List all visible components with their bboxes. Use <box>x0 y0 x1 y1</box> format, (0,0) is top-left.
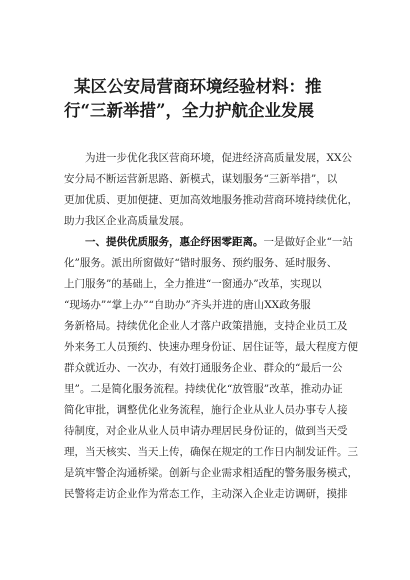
paragraph-line: 为进一步优化我区营商环境，促进经济高质量发展，XX公 <box>85 152 352 164</box>
document-body <box>64 148 364 505</box>
paragraph-line: 民警将走访企业作为常态工作，主动深入企业走访调研，摸排 <box>64 488 348 500</box>
section-first-line-rest: 一是做好企业“一站 <box>263 236 353 248</box>
paragraph-line: 是筑牢警企沟通桥梁。创新与企业需求相适配的警务服务模式， <box>64 467 358 479</box>
paragraph-line: 安分局不断运营新思路、新模式，谋划服务“三新举措”，以 <box>64 173 338 185</box>
paragraph-line: 上门服务”的基础上，全力推进“一窗通办”改革，实现以 <box>64 278 322 290</box>
paragraph-line: 务新格局。持续优化企业人才落户政策措施，支持企业员工及 <box>64 320 348 332</box>
section-heading: 一、提供优质服务，惠企纾困零距离。 <box>85 236 264 248</box>
title-line-2: 行“三新举措”，全力护航企业发展 <box>64 101 314 120</box>
document-title <box>64 75 374 123</box>
paragraph-line: 待制度，对企业从业人员申请办理居民身份证的，做到当天受 <box>64 425 348 437</box>
paragraph-line: 群众就近办、一次办，有效打通服务企业、群众的“最后一公 <box>64 362 343 374</box>
paragraph-line: 助力我区企业高质量发展。 <box>64 215 190 227</box>
paragraph-line: 理，当天核实、当天上传，确保在规定的工作日内制发证件。三 <box>64 446 358 458</box>
paragraph-line: 里”。二是简化服务流程。持续优化“放管服”改革，推动办证 <box>64 383 343 395</box>
title-line-1: 某区公安局营商环境经验材料：推 <box>74 77 322 96</box>
paragraph-line: 简化审批，调整优化业务流程，施行企业从业人员办事专人接 <box>64 404 348 416</box>
paragraph-line: 外来务工人员预约、快速办理身份证、居住证等，最大程度方便 <box>64 341 358 353</box>
paragraph-line: 化”服务。派出所窗做好“错时服务、预约服务、延时服务、 <box>64 257 338 269</box>
paragraph-line: 更加优质、更加便捷、更加高效地服务推动营商环境持续优化， <box>64 194 358 206</box>
paragraph-line: “现场办”“掌上办”“自助办”齐头并进的唐山XX政务服 <box>64 299 311 311</box>
section-first-line <box>64 232 364 253</box>
